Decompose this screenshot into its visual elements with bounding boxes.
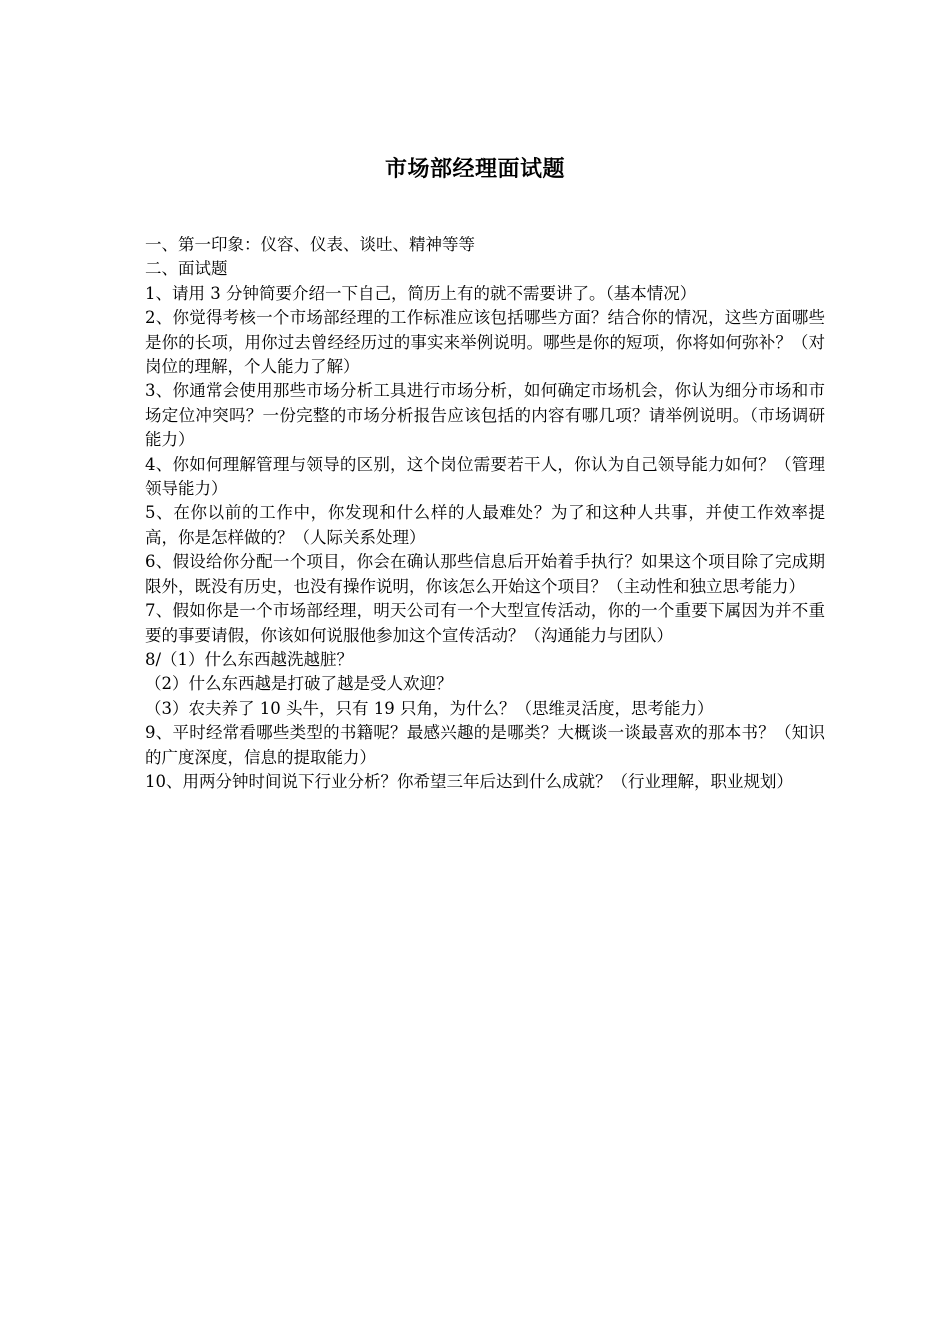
question-3: 3、你通常会使用那些市场分析工具进行市场分析，如何确定市场机会，你认为细分市场和市场定位冲突吗？一份完整的市场分析报告应该包括的内容有哪几项？请举例说明。（市场调研能力）	[145, 381, 825, 450]
document-title: 市场部经理面试题	[384, 157, 565, 182]
question-9: 9、平时经常看哪些类型的书籍呢？最感兴趣的是哪类？大概谈一谈最喜欢的那本书？（知识的广度深度，信息的提取能力）	[145, 723, 825, 767]
question-5: 5、在你以前的工作中，你发现和什么样的人最难处？为了和这种人共事，并使工作效率提高，你是怎样做的？（人际关系处理）	[145, 503, 825, 547]
question-6: 6、假设给你分配一个项目，你会在确认那些信息后开始着手执行？如果这个项目除了完成期限外，既没有历史，也没有操作说明，你该怎么开始这个项目？（主动性和独立思考能力）	[145, 552, 825, 596]
question-1: 1、请用 3 分钟简要介绍一下自己，简历上有的就不需要讲了。（基本情况）	[145, 283, 697, 303]
question-10: 10、用两分钟时间说下行业分析？你希望三年后达到什么成就？（行业理解，职业规划）	[145, 771, 793, 791]
section-interview-questions-heading: 二、面试题	[145, 259, 228, 279]
question-8-part-3: （3）农夫养了 10 头牛，只有 19 只角，为什么？（思维灵活度，思考能力）	[145, 698, 714, 718]
section-first-impression: 一、第一印象：仪容、仪表、谈吐、精神等等	[145, 235, 475, 254]
question-2: 2、你觉得考核一个市场部经理的工作标准应该包括哪些方面？结合你的情况，这些方面哪些是你的长项，用你过去曾经经历过的事实来举例说明。哪些是你的短项，你将如何弥补？（对岗位的理解，个人能力了解）	[145, 308, 825, 377]
question-4: 4、你如何理解管理与领导的区别，这个岗位需要若干人，你认为自己领导能力如何？（管理领导能力）	[145, 454, 825, 499]
question-8-part-1: 8/（1）什么东西越洗越脏？	[145, 649, 354, 669]
document-body	[145, 233, 825, 794]
question-7: 7、假如你是一个市场部经理，明天公司有一个大型宣传活动，你的一个重要下属因为并不重要的事要请假，你该如何说服他参加这个宣传活动？（沟通能力与团队）	[145, 601, 825, 645]
question-8-part-2: （2）什么东西越是打破了越是受人欢迎？	[145, 674, 453, 694]
